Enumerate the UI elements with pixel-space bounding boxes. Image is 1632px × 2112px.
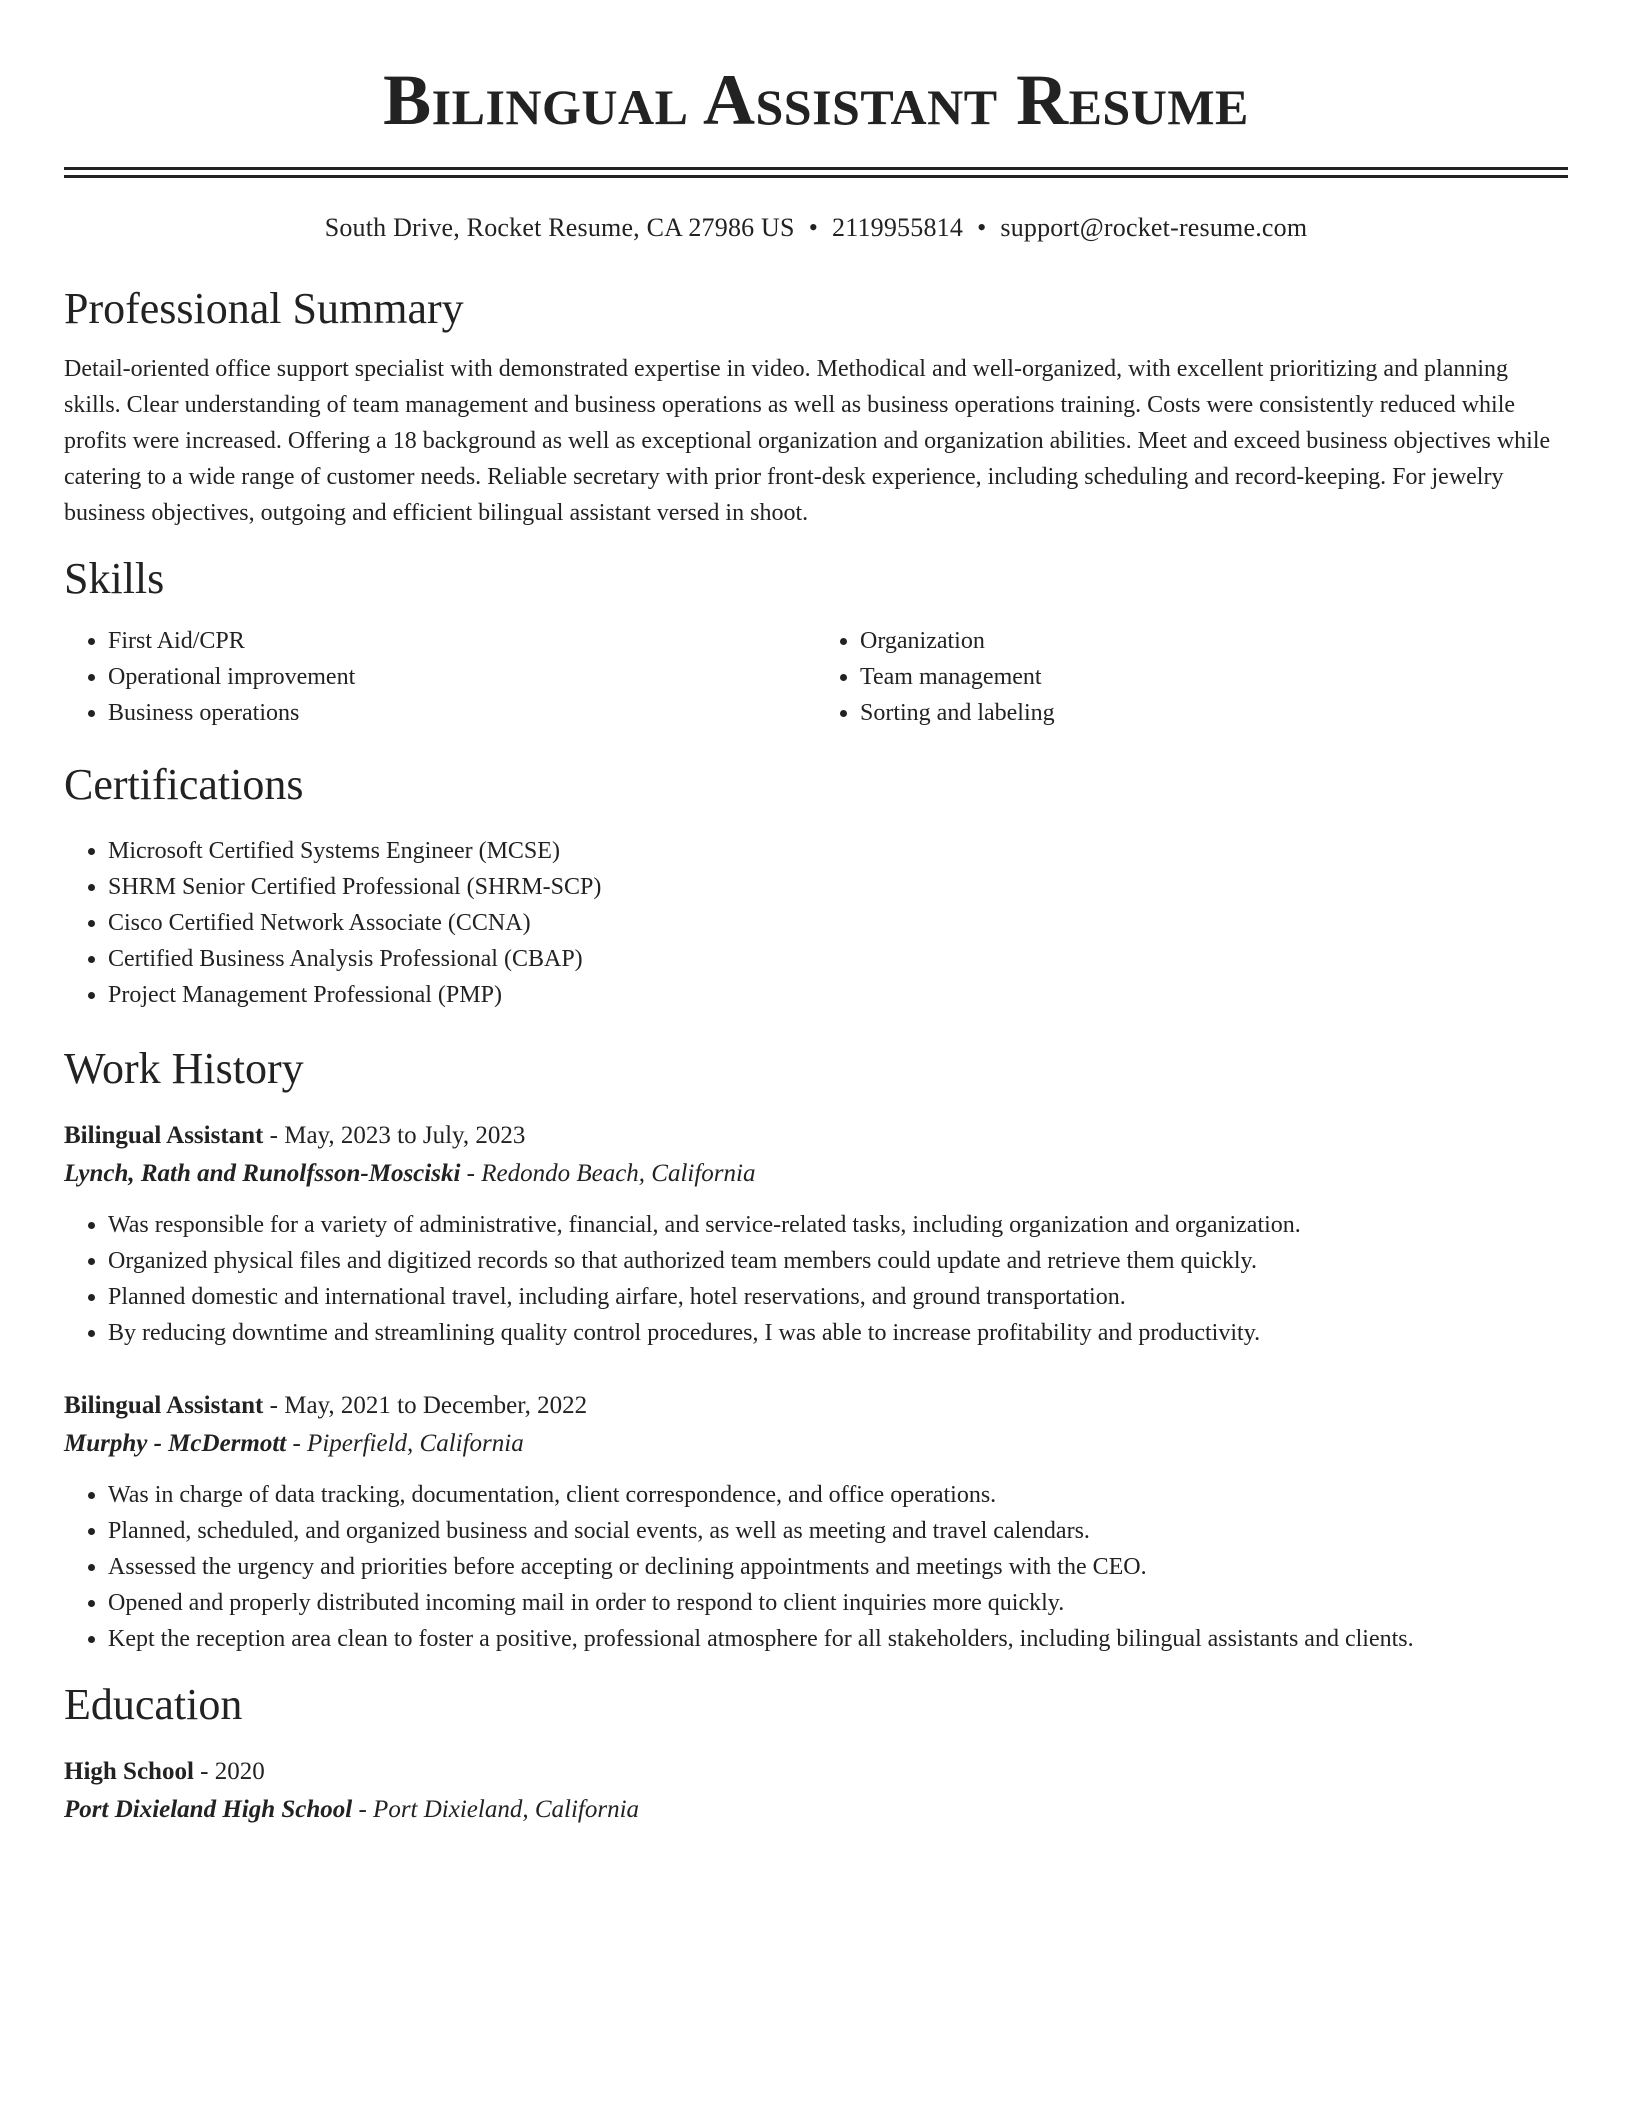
- contact-email: support@rocket-resume.com: [1000, 213, 1308, 242]
- job-bullet: • Was responsible for a variety of administrative, financial, and service-related tasks, including organization and organization.: [108, 1207, 1568, 1243]
- skill-item: • Organization: [860, 623, 1568, 659]
- section-heading-summary: Professional Summary: [64, 284, 464, 333]
- job-bullet: • By reducing downtime and streamlining quality control procedures, I was able to increase profitability and productivity.: [108, 1315, 1568, 1351]
- skill-item: • Operational improvement: [108, 659, 816, 695]
- certification-item: • SHRM Senior Certified Professional (SHRM-SCP): [108, 869, 1568, 905]
- skills-grid: [64, 623, 1568, 731]
- job-bullet: • Organized physical files and digitized records so that authorized team members could update and retrieve them quickly.: [108, 1243, 1568, 1279]
- job-bullet: • Kept the reception area clean to foster a positive, professional atmosphere for all stakeholders, including bilingual assistants and clients.: [108, 1621, 1568, 1657]
- job-bullet: • Planned, scheduled, and organized business and social events, as well as meeting and travel calendars.: [108, 1513, 1568, 1549]
- job-bullets: [64, 1207, 1568, 1351]
- job-company: Murphy - McDermott: [64, 1430, 287, 1457]
- section-heading-education: Education: [64, 1680, 243, 1729]
- job-company-line: [64, 1427, 1568, 1461]
- job-bullet: • Opened and properly distributed incoming mail in order to respond to client inquiries more quickly.: [108, 1585, 1568, 1621]
- contact-line: [64, 212, 1568, 244]
- job-bullet: • Planned domestic and international travel, including airfare, hotel reservations, and ground transportation.: [108, 1279, 1568, 1315]
- section-heading-certifications: Certifications: [64, 760, 304, 809]
- education-degree: High School: [64, 1758, 194, 1785]
- skill-item: • Sorting and labeling: [860, 695, 1568, 731]
- title-divider-bottom: [64, 175, 1568, 178]
- certification-item: • Microsoft Certified Systems Engineer (MCSE): [108, 833, 1568, 869]
- job-dates: - May, 2021 to December, 2022: [263, 1392, 588, 1419]
- job-title-line: [64, 1389, 1568, 1423]
- job-title: Bilingual Assistant: [64, 1122, 264, 1149]
- title-divider-top: [64, 167, 1568, 170]
- education-school: Port Dixieland High School: [64, 1796, 353, 1823]
- contact-separator: •: [977, 213, 987, 242]
- education-location: - Port Dixieland, California: [352, 1796, 640, 1823]
- job-entry: [64, 1119, 1568, 1351]
- skill-item: • First Aid/CPR: [108, 623, 816, 659]
- certification-item: • Project Management Professional (PMP): [108, 977, 1568, 1013]
- resume-title: Bilingual Assistant Resume: [383, 60, 1249, 140]
- education-degree-line: [64, 1755, 1568, 1789]
- job-title-line: [64, 1119, 1568, 1153]
- job-company-line: [64, 1157, 1568, 1191]
- job-bullet: • Assessed the urgency and priorities before accepting or declining appointments and meetings with the CEO.: [108, 1549, 1568, 1585]
- section-heading-skills: Skills: [64, 554, 165, 603]
- job-entry: [64, 1389, 1568, 1657]
- certification-item: • Cisco Certified Network Associate (CCNA): [108, 905, 1568, 941]
- contact-separator: •: [808, 213, 819, 242]
- job-bullet: • Was in charge of data tracking, documentation, client correspondence, and office operations.: [108, 1477, 1568, 1513]
- contact-address: South Drive, Rocket Resume, CA 27986 US: [324, 213, 795, 242]
- job-dates: - May, 2023 to July, 2023: [263, 1122, 526, 1149]
- certifications-list: [64, 833, 1568, 1013]
- job-bullets: [64, 1477, 1568, 1657]
- skill-item: • Business operations: [108, 695, 816, 731]
- section-heading-work-history: Work History: [64, 1044, 304, 1093]
- job-location: - Redondo Beach, California: [460, 1160, 756, 1187]
- skills-list-right: [816, 623, 1568, 731]
- job-title: Bilingual Assistant: [64, 1392, 264, 1419]
- job-company: Lynch, Rath and Runolfsson-Mosciski: [64, 1160, 461, 1187]
- education-school-line: [64, 1793, 1568, 1827]
- skills-list-left: [64, 623, 816, 731]
- skill-item: • Team management: [860, 659, 1568, 695]
- certification-item: • Certified Business Analysis Professional (CBAP): [108, 941, 1568, 977]
- contact-phone: 2119955814: [832, 213, 964, 242]
- education-year: - 2020: [193, 1758, 265, 1785]
- summary-text: Detail-oriented office support specialist with demonstrated expertise in video. Methodical and well-organized, with excellent prioritizing and planning skills. Clear understanding of team management and business operations as well as business operations training. Costs were consistently reduced while profits were increased. Offering a 18 background as well as exceptional organization and organization abilities. Meet and exceed business objectives while catering to a wide range of customer needs. Reliable secretary with prior front-desk experience, including scheduling and record-keeping. For jewelry business objectives, outgoing and efficient bilingual assistant versed in shoot.: [64, 356, 1551, 526]
- job-location: - Piperfield, California: [286, 1430, 524, 1457]
